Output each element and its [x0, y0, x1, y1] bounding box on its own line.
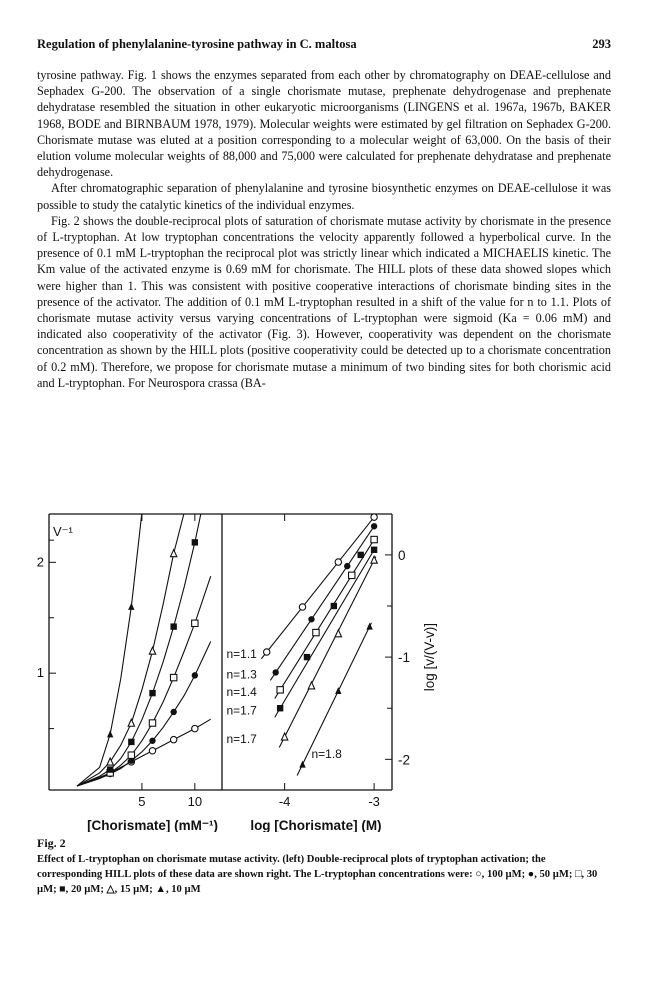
- data-point-left: [149, 720, 155, 726]
- data-point-left: [149, 748, 155, 754]
- figure-caption: Effect of L-tryptophan on chorismate mutase activity. (left) Double-reciprocal plots of tryptophan activation; the corresponding HILL plots of these data are shown right. The L-tryptophan concentrations were: ○, 100 µM; ●, 50 µM; □, 30 µM; ■, 20 µM; △, 15 µM; ▲, 10 µM: [37, 854, 598, 895]
- data-point-left: [107, 730, 113, 737]
- paragraph: After chromatographic separation of phenylalanine and tyrosine biosynthetic enzymes on DEAE-cellulose it was possible to study the catalytic kinetics of the individual enzymes.: [37, 181, 611, 212]
- data-point-left: [192, 672, 198, 678]
- data-point-left: [170, 623, 176, 629]
- data-point-left: [192, 725, 198, 731]
- y-tick-label-left: 2: [37, 554, 44, 570]
- data-point-left: [170, 736, 176, 742]
- data-point-right: [335, 630, 341, 637]
- data-point-left: [128, 719, 134, 726]
- figure-2-graphic: [37, 510, 557, 832]
- hill-coefficient-label: n=1.7: [226, 703, 257, 718]
- data-point-right: [331, 603, 337, 609]
- data-point-left: [128, 739, 134, 745]
- y-axis-label-right: log [v/(V-v)]: [422, 622, 437, 692]
- hill-line: [275, 537, 376, 699]
- running-title: Regulation of phenylalanine-tyrosine pathway in C. maltosa: [37, 37, 357, 51]
- y-tick-label-left: 1: [37, 665, 44, 681]
- data-point-left: [128, 603, 134, 610]
- hill-coefficient-label: n=1.1: [226, 647, 257, 662]
- y-tick-label-right: -2: [398, 752, 411, 768]
- data-point-left: [192, 539, 198, 545]
- series-line-left: [77, 510, 158, 786]
- data-point-right: [344, 563, 350, 569]
- page-number: 293: [592, 37, 611, 51]
- figure-2: [37, 510, 557, 837]
- data-point-left: [192, 620, 198, 626]
- hill-coefficient-label: n=1.7: [226, 731, 257, 746]
- left-plot-area: [77, 510, 211, 786]
- data-point-left: [170, 550, 176, 557]
- data-point-right: [366, 623, 372, 630]
- running-header: [37, 37, 611, 53]
- data-point-right: [281, 733, 287, 740]
- x-tick-label-left: 10: [187, 794, 203, 809]
- data-point-right: [371, 536, 377, 542]
- data-point-left: [149, 647, 155, 654]
- data-point-left: [128, 752, 134, 758]
- x-tick-label-right: -3: [368, 794, 380, 809]
- series-line-left: [77, 719, 211, 786]
- x-tick-label-left: 5: [138, 794, 146, 809]
- data-point-left: [170, 709, 176, 715]
- data-point-right: [357, 552, 363, 558]
- data-point-right: [299, 761, 305, 768]
- figure-label: Fig. 2: [37, 836, 66, 850]
- hill-line: [270, 524, 376, 681]
- x-tick-label-right: -4: [278, 794, 291, 809]
- hill-line: [279, 556, 376, 747]
- hill-line: [261, 515, 376, 659]
- body-text: [37, 67, 611, 391]
- data-point-left: [149, 690, 155, 696]
- data-point-left: [107, 766, 113, 772]
- paragraph: Fig. 2 shows the double-reciprocal plots of saturation of chorismate mutase activity by chorismate in the presence of L-tryptophan. At low tryptophan concentrations the velocity apparently followed a hyperbolical curve. In the presence of 0.1 mM L-tryptophan the reciprocal plot was strictly linear which indicated a MICHAELIS kinetic. The Km value of the activated enzyme is 0.69 mM for chorismate. The HILL plots of these data showed slopes which were higher than 1. This was consistent with positive cooperative interactions of chorismate binding sites in the presence of the activator. The addition of 0.1 mM L-tryptophan resulted in a shift of the value for n to 1.1. Plots of chorismate mutase activity versus varying concentrations of L-tryptophan were sigmoid (Ka = 0.06 mM) and indicated also cooperativity of the activator (Fig. 3). However, cooperativity was dependent on the chorismate concentration as shown by the HILL plots (positive cooperativity could be detected up to a chorismate concentration of 0.2 mM). Therefore, we propose for chorismate mutase a minimum of two binding sites for both chorismic acid and L-tryptophan. For Neurospora crassa (BA-: [37, 213, 611, 390]
- data-point-right: [371, 523, 377, 529]
- data-point-right: [277, 687, 283, 693]
- data-point-right: [299, 604, 305, 610]
- series-line-left: [77, 510, 211, 786]
- data-point-right: [371, 514, 377, 520]
- hill-coefficient-label: n=1.4: [226, 684, 257, 699]
- y-tick-label-right: 0: [398, 547, 406, 563]
- data-point-right: [272, 669, 278, 675]
- hill-coefficient-label: n=1.3: [226, 667, 257, 682]
- x-axis-label-left: [Chorismate] (mM⁻¹): [87, 818, 218, 832]
- data-point-right: [335, 559, 341, 565]
- data-point-left: [149, 738, 155, 744]
- data-point-right: [308, 616, 314, 622]
- data-point-right: [349, 572, 355, 578]
- hill-line: [275, 547, 376, 718]
- data-point-right: [308, 682, 314, 689]
- hill-coefficient-label: n=1.8: [311, 747, 342, 762]
- data-point-left: [170, 674, 176, 680]
- y-axis-label-left: V⁻¹: [53, 524, 73, 539]
- paragraph: tyrosine pathway. Fig. 1 shows the enzymes separated from each other by chromatography on DEAE-cellulose and Sephadex G-200. The observation of a single chorismate mutase, prephenate dehydrogenase and prephenate dehydratase resembled the situation in other eukaryotic microorganisms (LINGENS et al. 1967a, 1967b, BAKER 1968, BODE and BIRNBAUM 1978, 1979). Molecular weights were estimated by gel filtration on Sephadex G-200. Chorismate mutase was eluted at a position corresponding to a molecular weight of 63,000. On the basis of their elution volume molecular weights of 88,000 and 75,000 were calculated for prephenate dehydratase and prephenate dehydrogenase.: [37, 68, 611, 180]
- data-point-right: [264, 649, 270, 655]
- data-point-right: [277, 705, 283, 711]
- x-axis-label-right: log [Chorismate] (M): [250, 818, 382, 832]
- data-point-right: [304, 654, 310, 660]
- data-point-right: [371, 547, 377, 553]
- data-point-right: [313, 629, 319, 635]
- y-tick-label-right: -1: [398, 650, 411, 666]
- data-point-right: [335, 687, 341, 694]
- data-point-right: [371, 556, 377, 563]
